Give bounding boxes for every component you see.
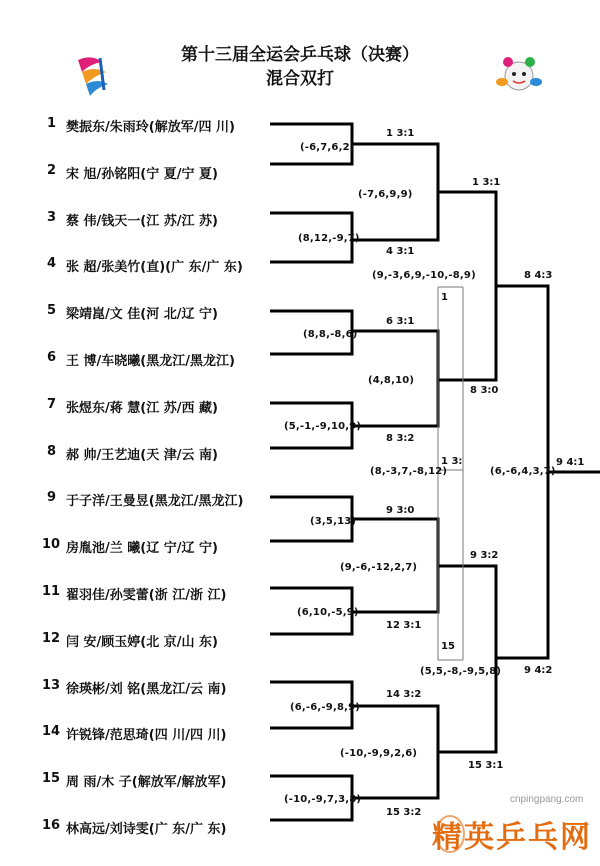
r1-score-5: (3,5,13) xyxy=(310,516,357,527)
tp-score-1: (9,-3,6,9,-10,-8,9) xyxy=(372,270,476,281)
r1-result-2: 4 3:1 xyxy=(386,246,415,257)
r1-score-7: (6,-6,-9,8,9) xyxy=(290,702,361,713)
player-name: 闫 安/顾玉婷(北 京/山 东) xyxy=(66,635,218,650)
player-name: 周 雨/木 子(解放军/解放军) xyxy=(66,775,227,790)
player-seed: 2 xyxy=(46,163,56,178)
r2-result-3: 9 3:2 xyxy=(470,550,499,561)
r1-result-4: 8 3:2 xyxy=(386,433,415,444)
player-seed: 15 xyxy=(42,771,61,786)
r1-result-5: 9 3:0 xyxy=(386,505,415,516)
player-name: 王 博/车晓曦(黑龙江/黑龙江) xyxy=(66,354,235,369)
tp-label-2: 1 3: xyxy=(441,456,463,467)
sf-result-1: 8 4:3 xyxy=(524,270,553,281)
player-seed: 16 xyxy=(42,818,61,833)
r1-score-3: (8,8,-8,6) xyxy=(303,329,358,340)
player-name: 于子洋/王曼昱(黑龙江/黑龙江) xyxy=(66,494,244,509)
player-seed: 12 xyxy=(42,631,61,646)
player-name: 张 超/张美竹(直)(广 东/广 东) xyxy=(66,260,243,275)
player-seed: 3 xyxy=(46,210,56,225)
player-seed: 13 xyxy=(42,678,61,693)
player-seed: 4 xyxy=(46,256,56,271)
player-name: 宋 旭/孙铭阳(宁 夏/宁 夏) xyxy=(66,167,218,182)
r2-score-4: (-10,-9,9,2,6) xyxy=(340,748,418,759)
r2-result-2: 8 3:0 xyxy=(470,385,499,396)
player-seed: 14 xyxy=(42,724,61,739)
player-name: 樊振东/朱雨玲(解放军/四 川) xyxy=(66,120,235,135)
tp-label-3: 15 xyxy=(441,641,455,652)
sf-result-2: 9 4:2 xyxy=(524,665,553,676)
player-name: 蔡 伟/钱天一(江 苏/江 苏) xyxy=(66,214,218,229)
player-seed: 5 xyxy=(46,303,56,318)
r2-score-2: (4,8,10) xyxy=(368,375,415,386)
player-name: 林高远/刘诗雯(广 东/广 东) xyxy=(66,822,227,837)
r2-score-1: (-7,6,9,9) xyxy=(358,189,413,200)
r1-result-1: 1 3:1 xyxy=(386,128,415,139)
r1-result-7: 14 3:2 xyxy=(386,689,422,700)
r1-score-1: (-6,7,6,2) xyxy=(300,142,355,153)
player-name: 徐瑛彬/刘 铭(黑龙江/云 南) xyxy=(66,682,227,697)
player-seed: 1 xyxy=(46,116,56,131)
r1-result-6: 12 3:1 xyxy=(386,620,422,631)
page-subtitle: 混合双打 xyxy=(266,69,334,89)
player-seed: 9 xyxy=(46,490,56,505)
player-name: 翟羽佳/孙雯蕾(浙 江/浙 江) xyxy=(66,588,227,603)
page-title: 第十三届全运会乒乓球（决赛） xyxy=(181,45,419,65)
player-name: 梁靖崑/文 佳(河 北/辽 宁) xyxy=(66,307,218,322)
player-seed: 7 xyxy=(46,397,56,412)
final-result: 9 4:1 xyxy=(556,457,585,468)
player-seed: 11 xyxy=(42,584,61,599)
player-name: 郝 帅/王艺迪(天 津/云 南) xyxy=(66,448,218,463)
r2-result-4: 15 3:1 xyxy=(468,760,504,771)
tp-score-2: (8,-3,7,-8,12) xyxy=(370,466,448,477)
sf-score-1: (6,-6,4,3,7) xyxy=(490,466,556,477)
r2-score-3: (9,-6,-12,2,7) xyxy=(340,562,418,573)
tp-score-3: (5,5,-8,-9,5,8) xyxy=(420,666,502,677)
tp-label-1: 1 xyxy=(441,292,448,303)
r1-score-6: (6,10,-5,9) xyxy=(297,607,359,618)
r1-result-8: 15 3:2 xyxy=(386,807,422,818)
player-seed: 10 xyxy=(42,537,61,552)
player-name: 房胤池/兰 曦(辽 宁/辽 宁) xyxy=(66,541,218,556)
player-seed: 8 xyxy=(46,444,56,459)
r1-result-3: 6 3:1 xyxy=(386,316,415,327)
player-seed: 6 xyxy=(46,350,56,365)
player-name: 张煜东/蒋 慧(江 苏/西 藏) xyxy=(66,401,218,416)
player-name: 许锐锋/范思琦(四 川/四 川) xyxy=(66,728,227,743)
r1-score-4: (5,-1,-9,10,9) xyxy=(284,421,362,432)
watermark-url: cnpingpang.com xyxy=(510,794,584,805)
r1-score-8: (-10,-9,7,3,8) xyxy=(284,794,362,805)
watermark-text: 精英乒乓网 xyxy=(432,820,592,855)
r1-score-2: (8,12,-9,7) xyxy=(298,233,360,244)
r2-result-1: 1 3:1 xyxy=(472,177,501,188)
